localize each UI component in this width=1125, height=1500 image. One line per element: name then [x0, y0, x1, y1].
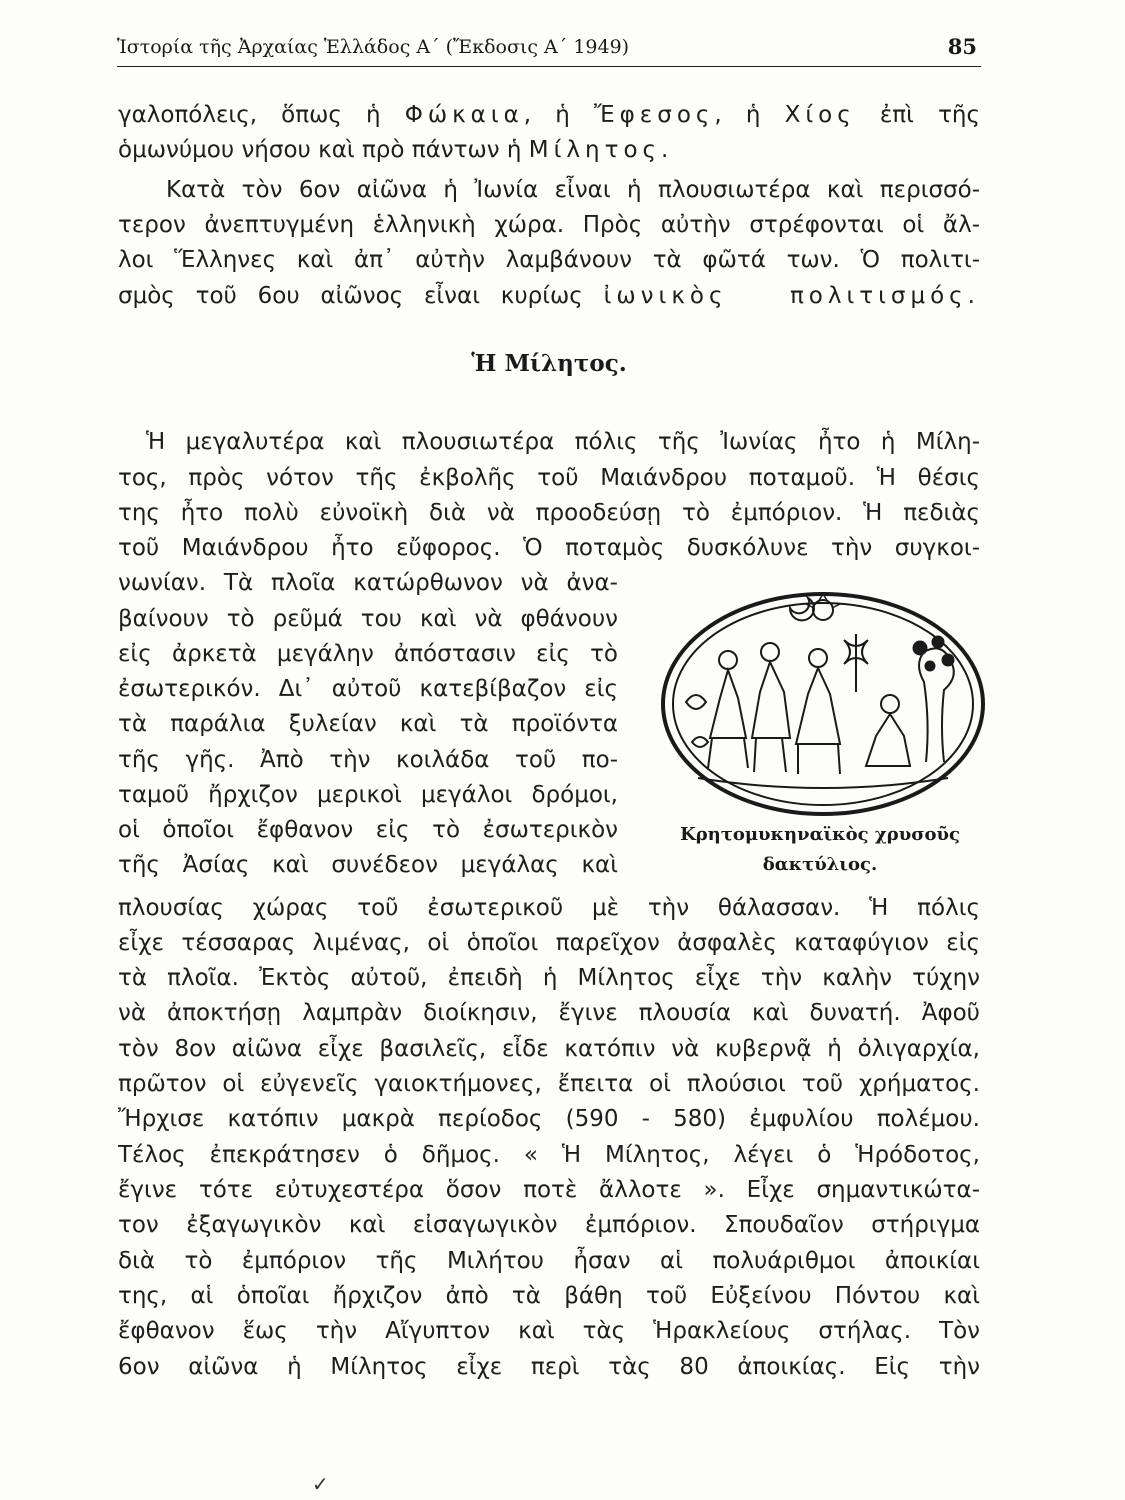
text-line: ἐσωτερικόν. Δι᾽ αὐτοῦ κατεβίβαζον εἰς	[118, 676, 618, 702]
text-line: νὰ ἀποκτήσῃ λαμπρὰν διοίκησιν, ἔγινε πλουσία καὶ δυνατή. Ἀφοῦ	[118, 1000, 980, 1026]
text-line: πρῶτον οἱ εὐγενεῖς γαιοκτήμονες, ἔπειτα οἱ πλούσιοι τοῦ χρήματος.	[118, 1071, 980, 1097]
running-title: Ἱστορία τῆς Ἀρχαίας Ἑλλάδος Α΄ (Ἔκδοσις Α΄ 1949)	[117, 36, 630, 58]
text-line: εἶχε τέσσαρας λιμένας, οἱ ὁποῖοι παρεῖχον ἀσφαλὲς καταφύγιον εἰς	[118, 930, 980, 956]
figure-caption: Κρητομυκηναϊκὸς χρυσοῦς δακτύλιος.	[680, 824, 960, 875]
text-line: πλουσίας χώρας τοῦ ἐσωτερικοῦ μὲ τὴν θάλασσαν. Ἡ πόλις	[118, 895, 980, 921]
section-title: Ἡ Μίλητος.	[471, 350, 627, 377]
text-line: Ἤρχισε κατόπιν μακρὰ περίοδος (590 - 580) ἐμφυλίου πολέμου.	[118, 1106, 980, 1132]
text-line: ἔφθανον ἕως τὴν Αἴγυπτον καὶ τὰς Ἡρακλείους στήλας. Τὸν	[118, 1318, 980, 1344]
text-line: τοῦ Μαιάνδρου ἦτο εὔφορος. Ὁ ποταμὸς δυσκόλυνε τὴν συγκοι-	[118, 535, 980, 561]
text-line: ἔγινε τότε εὐτυχεστέρα ὅσον ποτὲ ἄλλοτε ». Εἶχε σημαντικώτα-	[118, 1177, 980, 1203]
text-line: τῆς Ἀσίας καὶ συνέδεον μεγάλας καὶ	[118, 852, 618, 878]
text-line: γαλοπόλεις, ὅπως ἡ Φώκαια, ἡ Ἔφεσος, ἡ Χίος ἐπὶ τῆς	[118, 102, 981, 128]
text-line: τῆς γῆς. Ἀπὸ τὴν κοιλάδα τοῦ πο-	[118, 747, 618, 773]
page-number: 85	[947, 34, 977, 59]
gold-ring-illustration	[658, 582, 988, 820]
text-line: τὰ παράλια ξυλείαν καὶ τὰ προϊόντα	[118, 711, 618, 737]
text-line: ὁμωνύμου νήσου καὶ πρὸ πάντων ἡ Μίλητος.	[118, 137, 669, 163]
running-header	[117, 32, 981, 67]
text-line: Ἡ μεγαλυτέρα καὶ πλουσιωτέρα πόλις τῆς Ἰωνίας ἦτο ἡ Μίλη-	[146, 429, 980, 455]
text-line: Κατὰ τὸν 6ον αἰῶνα ἡ Ἰωνία εἶναι ἡ πλουσιωτέρα καὶ περισσό-	[166, 177, 980, 203]
text-line: οἱ ὁποῖοι ἔφθανον εἰς τὸ ἐσωτερικὸν	[118, 817, 618, 843]
text-line: λοι Ἕλληνες καὶ ἀπ᾽ αὐτὴν λαμβάνουν τὰ φῶτά των. Ὁ πολιτι-	[118, 247, 980, 273]
text-line: ταμοῦ ἤρχιζον μερικοὶ μεγάλοι δρόμοι,	[118, 782, 618, 808]
text-line: Τέλος ἐπεκράτησεν ὁ δῆμος. « Ἡ Μίλητος, λέγει ὁ Ἡρόδοτος,	[118, 1142, 980, 1168]
text-line: 6ον αἰῶνα ἡ Μίλητος εἶχε περὶ τὰς 80 ἀποικίας. Εἰς τὴν	[118, 1354, 980, 1380]
text-line: τος, πρὸς νότον τῆς ἐκβολῆς τοῦ Μαιάνδρου ποταμοῦ. Ἡ θέσις	[118, 465, 980, 491]
text-line: της ἦτο πολὺ εὐνοϊκὴ διὰ νὰ προοδεύσῃ τὸ ἐμπόριον. Ἡ πεδιὰς	[118, 500, 980, 526]
text-line: διὰ τὸ ἐμπόριον τῆς Μιλήτου ἦσαν αἱ πολυάριθμοι ἀποικίαι	[118, 1248, 980, 1274]
text-line: εἰς ἀρκετὰ μεγάλην ἀπόστασιν εἰς τὸ	[118, 641, 618, 667]
text-line: τον ἐξαγωγικὸν καὶ εἰσαγωγικὸν ἐμπόριον. Σπουδαῖον στήριγμα	[118, 1212, 980, 1238]
text-line: τὸν 8ον αἰῶνα εἶχε βασιλεῖς, εἶδε κατόπιν νὰ κυβερνᾷ ἡ ὀλιγαρχία,	[118, 1036, 980, 1062]
text-line: σμὸς τοῦ 6ου αἰῶνος εἶναι κυρίως ἰωνικὸς πολιτισμός.	[118, 283, 980, 309]
text-line: τερον ἀνεπτυγμένη ἑλληνικὴ χώρα. Πρὸς αὐτὴν στρέφονται οἱ ἄλ-	[118, 212, 980, 238]
text-line: τὰ πλοῖα. Ἐκτὸς αὐτοῦ, ἐπειδὴ ἡ Μίλητος εἶχε τὴν καλὴν τύχην	[118, 965, 980, 991]
pencil-check-mark: ✓	[312, 1472, 329, 1496]
text-line: της, αἱ ὁποῖαι ἤρχιζον ἀπὸ τὰ βάθη τοῦ Εὐξείνου Πόντου καὶ	[118, 1283, 980, 1309]
text-line: νωνίαν. Τὰ πλοῖα κατώρθωνον νὰ ἀνα-	[118, 570, 618, 596]
text-line: βαίνουν τὸ ρεῦμά του καὶ νὰ φθάνουν	[118, 606, 618, 632]
